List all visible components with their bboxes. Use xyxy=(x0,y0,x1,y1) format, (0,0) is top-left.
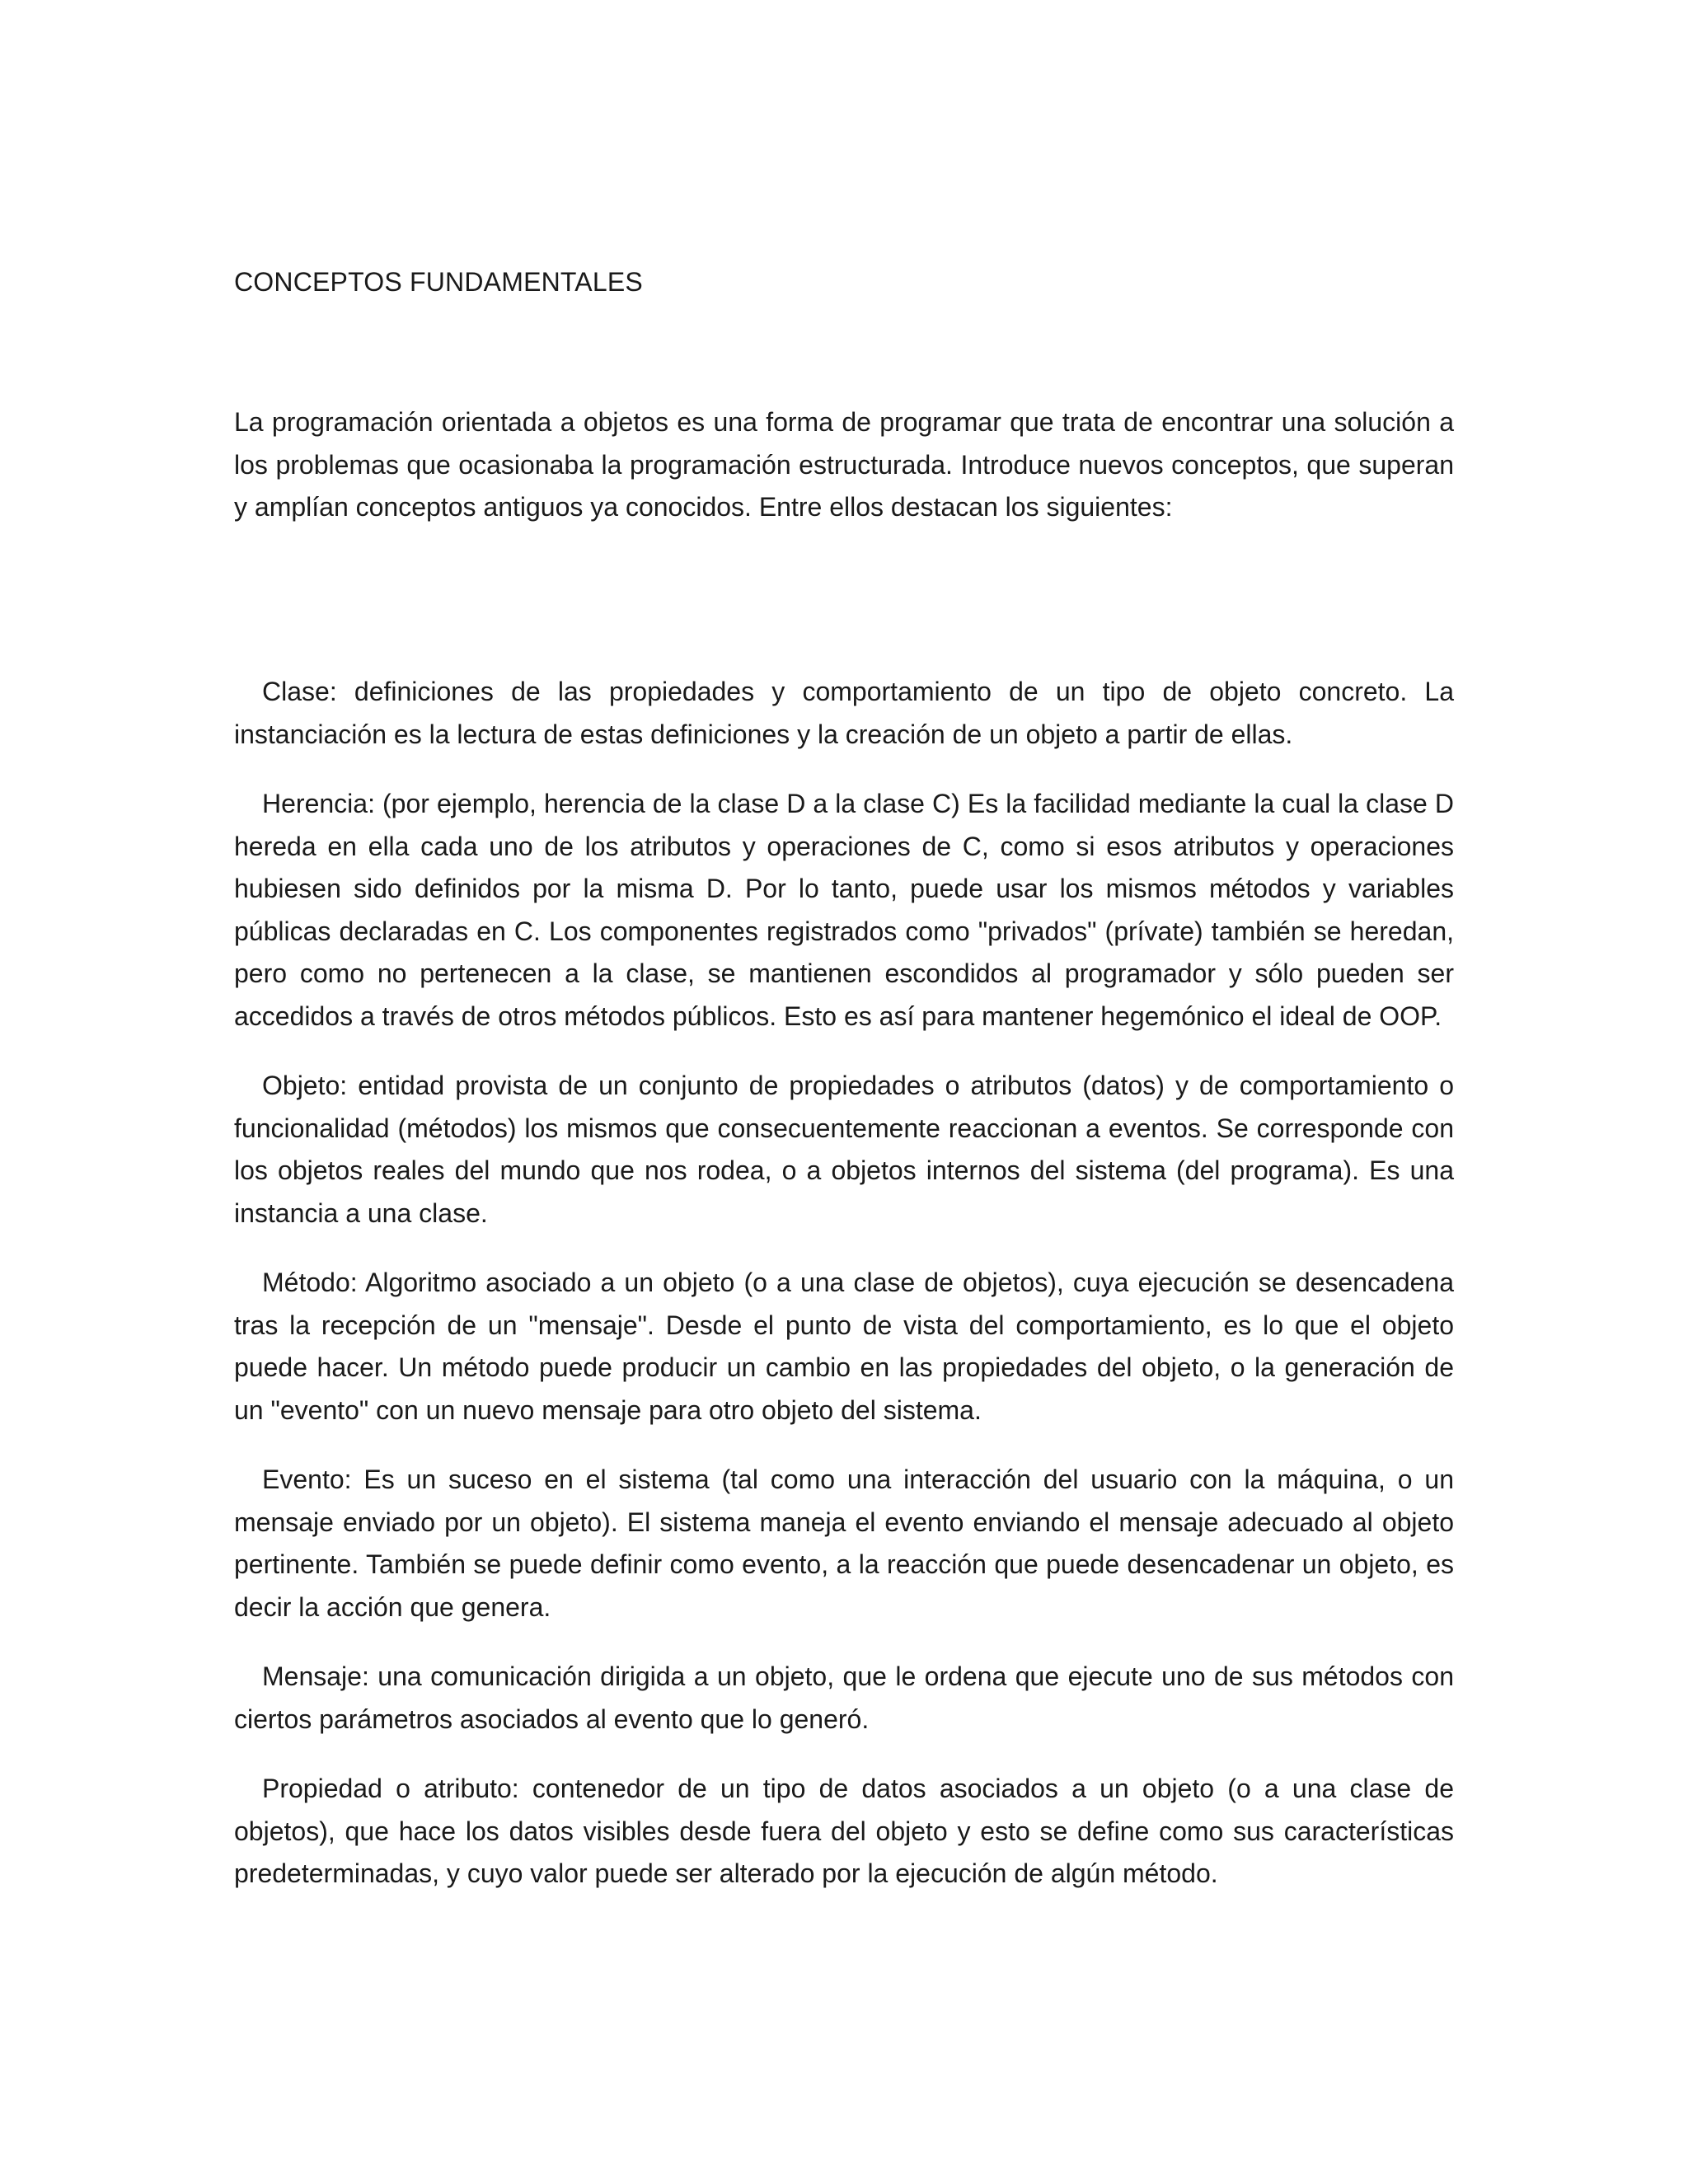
document-title: CONCEPTOS FUNDAMENTALES xyxy=(234,267,643,297)
definition-metodo: Método: Algoritmo asociado a un objeto (o a una clase de objetos), cuya ejecución se desencadena tras la recepción de un "mensaje". Desde el punto de vista del comportamiento, es lo que el objeto puede hacer. Un método puede producir un cambio en las propiedades del objeto, o la generación de un "evento" con un nuevo mensaje para otro objeto del sistema. xyxy=(234,1268,1454,1425)
definition-clase: Clase: definiciones de las propiedades y comportamiento de un tipo de objeto concreto. La instanciación es la lectura de estas definiciones y la creación de un objeto a partir de ellas. xyxy=(234,677,1454,749)
definition-propiedad: Propiedad o atributo: contenedor de un tipo de datos asociados a un objeto (o a una clase de objetos), que hace los datos visibles desde fuera del objeto y esto se define como sus características predeterminadas, y cuyo valor puede ser alterado por la ejecución de algún método. xyxy=(234,1774,1454,1888)
intro-paragraph: La programación orientada a objetos es una forma de programar que trata de encontrar una solución a los problemas que ocasionaba la programación estructurada. Introduce nuevos conceptos, que superan y amplían conceptos antiguos ya conocidos. Entre ellos destacan los siguientes: xyxy=(234,407,1454,522)
definition-evento: Evento: Es un suceso en el sistema (tal como una interacción del usuario con la máquina, o un mensaje enviado por un objeto). El sistema maneja el evento enviando el mensaje adecuado al objeto pertinente. También se puede definir como evento, a la reacción que puede desencadenar un objeto, es decir la acción que genera. xyxy=(234,1465,1454,1622)
definition-objeto: Objeto: entidad provista de un conjunto de propiedades o atributos (datos) y de comportamiento o funcionalidad (métodos) los mismos que consecuentemente reaccionan a eventos. Se corresponde con los objetos reales del mundo que nos rodea, o a objetos internos del sistema (del programa). Es una instancia a una clase. xyxy=(234,1071,1454,1228)
definition-herencia: Herencia: (por ejemplo, herencia de la clase D a la clase C) Es la facilidad mediante la cual la clase D hereda en ella cada uno de los atributos y operaciones de C, como si esos atributos y operaciones hubiesen sido definidos por la misma D. Por lo tanto, puede usar los mismos métodos y variables públicas declaradas en C. Los componentes registrados como "privados" (prívate) también se heredan, pero como no pertenecen a la clase, se mantienen escondidos al programador y sólo pueden ser accedidos a través de otros métodos públicos. Esto es así para mantener hegemónico el ideal de OOP. xyxy=(234,789,1454,1031)
definition-mensaje: Mensaje: una comunicación dirigida a un objeto, que le ordena que ejecute uno de sus métodos con ciertos parámetros asociados al evento que lo generó. xyxy=(234,1661,1454,1734)
definitions-list xyxy=(234,671,1454,1923)
